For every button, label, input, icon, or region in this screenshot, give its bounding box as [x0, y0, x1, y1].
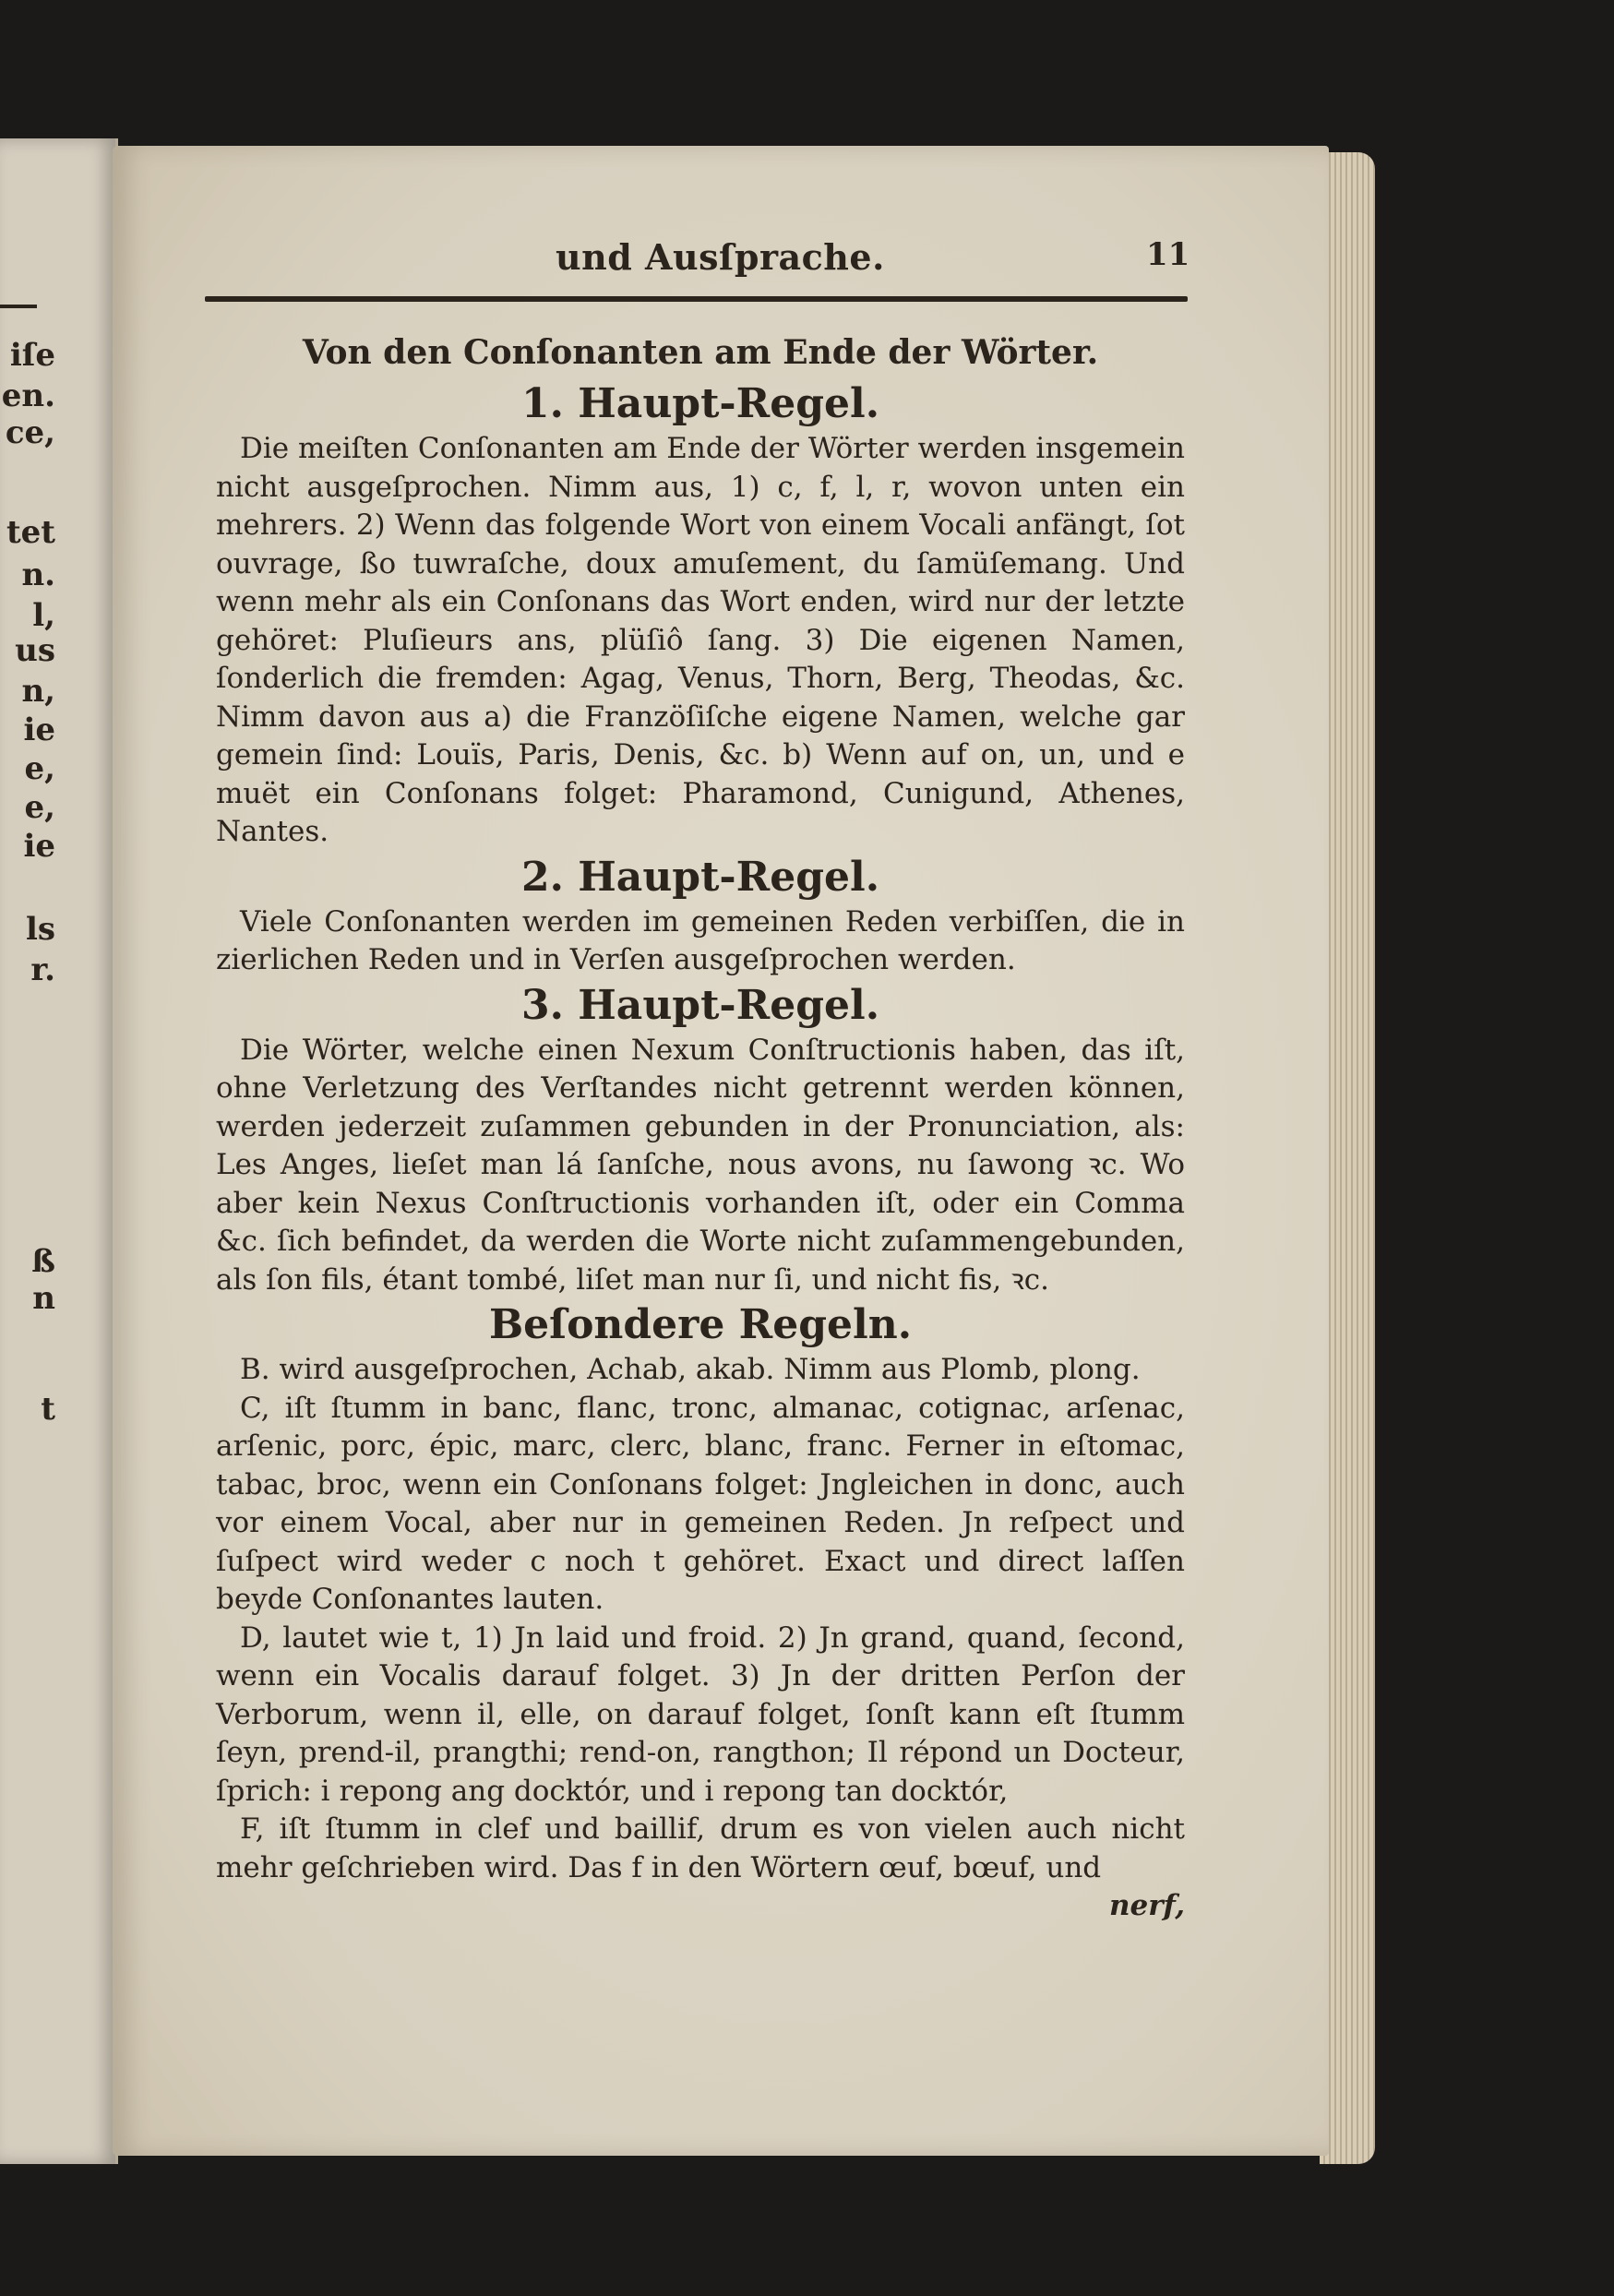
- header-rule: [205, 296, 1188, 302]
- facing-page-edge: [0, 138, 118, 2164]
- section-title: Von den Conſonanten am Ende der Wörter.: [302, 333, 1099, 372]
- running-title: und Ausſprache.: [556, 236, 885, 278]
- facing-fragment: e,: [24, 789, 55, 826]
- facing-fragment: n,: [21, 673, 55, 710]
- facing-fragment: ß: [31, 1243, 55, 1280]
- rule-3-text: Die Wörter, welche einen Nexum Conſtructionis haben, das iſt, ohne Verletzung des Verſtandes nicht getrennt werden können, werden jederzeit zuſammen gebunden in der Pronunciation, als: Les Anges, lieſet man lá ſanſche, nous avons, nu ſawong ꝛc. Wo aber kein Nexus Conſtructionis vorhanden iſt, oder ein Comma &c. ſich befindet, da werden die Worte nicht zuſammengebunden, als ſon fils, étant tombé, liſet man nur ſi, und nicht fis, ꝛc.: [216, 1033, 1185, 1297]
- facing-fragment: l,: [32, 597, 55, 634]
- facing-fragment: iſe: [9, 337, 55, 374]
- rule-b-text: B. wird ausgeſprochen, Achab, akab. Nimm aus Plomb, plong.: [240, 1353, 1141, 1386]
- page-number: 11: [1146, 236, 1190, 273]
- facing-fragment: ie: [23, 828, 55, 865]
- catchword: nerf,: [1108, 1889, 1185, 1922]
- facing-fragment: ls: [25, 911, 55, 948]
- page-content: [216, 330, 1185, 1925]
- facing-page-rule: [0, 305, 37, 308]
- facing-fragment: ce,: [5, 414, 55, 451]
- rule-2-heading: 2. Haupt-Regel.: [520, 853, 880, 901]
- rule-3-heading: 3. Haupt-Regel.: [520, 981, 880, 1029]
- running-header: [113, 236, 1329, 282]
- facing-fragment: e,: [24, 750, 55, 787]
- rule-2-text: Viele Conſonanten werden im gemeinen Reden verbiſſen, die in zierlichen Reden und in Verſen ausgeſprochen werden.: [216, 904, 1185, 976]
- rule-1-text: Die meiſten Conſonanten am Ende der Wörter werden insgemein nicht ausgeſprochen. Nimm aus, 1) c, f, l, r, wovon unten ein mehrers. 2) Wenn das folgende Wort von einem Vocali anfängt, ſot ouvrage, ßo tuwraſche, doux amuſement, du ſamüſemang. Und wenn mehr als ein Conſonans das Wort enden, wird nur der letzte gehöret: Pluſieurs ans, plüſiô ſang. 3) Die eigenen Namen, ſonderlich die fremden: Agag, Venus, Thorn, Berg, Theodas, &c. Nimm davon aus a) die Franzöſiſche eigene Namen, welche gar gemein ſind: Louïs, Paris, Denis, &c. b) Wenn auf on, un, und e muët ein Conſonans folget: Pharamond, Cunigund, Athenes, Nantes.: [216, 432, 1185, 848]
- rule-1-heading: 1. Haupt-Regel.: [520, 380, 880, 427]
- facing-fragment: ie: [23, 712, 55, 748]
- facing-fragment: n.: [21, 556, 55, 593]
- facing-fragment: en.: [1, 377, 55, 414]
- facing-fragment: n: [32, 1280, 55, 1317]
- facing-fragment: us: [15, 632, 55, 669]
- rule-d-text: D, lautet wie t, 1) Jn laid und froid. 2) Jn grand, quand, ſecond, wenn ein Vocalis darauf folget. 3) Jn der dritten Perſon der Verborum, wenn il, elle, on darauf folget, ſonſt kann eſt ſtumm ſeyn, prend-il, prangthi; rend-on, rangthon; Il répond un Docteur, ſprich: i repong ang docktór, und i repong tan docktór,: [216, 1620, 1185, 1808]
- facing-fragment: tet: [6, 514, 55, 551]
- book-page: [113, 146, 1329, 2156]
- facing-fragment: r.: [30, 951, 55, 988]
- facing-fragment: t: [41, 1391, 55, 1428]
- special-rules-heading: Beſondere Regeln.: [488, 1301, 913, 1348]
- rule-c-text: C, iſt ſtumm in banc, flanc, tronc, almanac, cotignac, arſenac, arſenic, porc, épic, marc, clerc, blanc, franc. Ferner in eſtomac, tabac, broc, wenn ein Conſonans folget: Jngleichen in donc, auch vor einem Vocal, aber nur in gemeinen Reden. Jn reſpect und ſuſpect wird weder c noch t gehöret. Exact und direct laſſen beyde Conſonantes lauten.: [216, 1391, 1185, 1616]
- rule-f-text: F, iſt ſtumm in clef und baillif, drum es von vielen auch nicht mehr geſchrieben wird. Das f in den Wörtern œuf, bœuf, und: [216, 1812, 1185, 1884]
